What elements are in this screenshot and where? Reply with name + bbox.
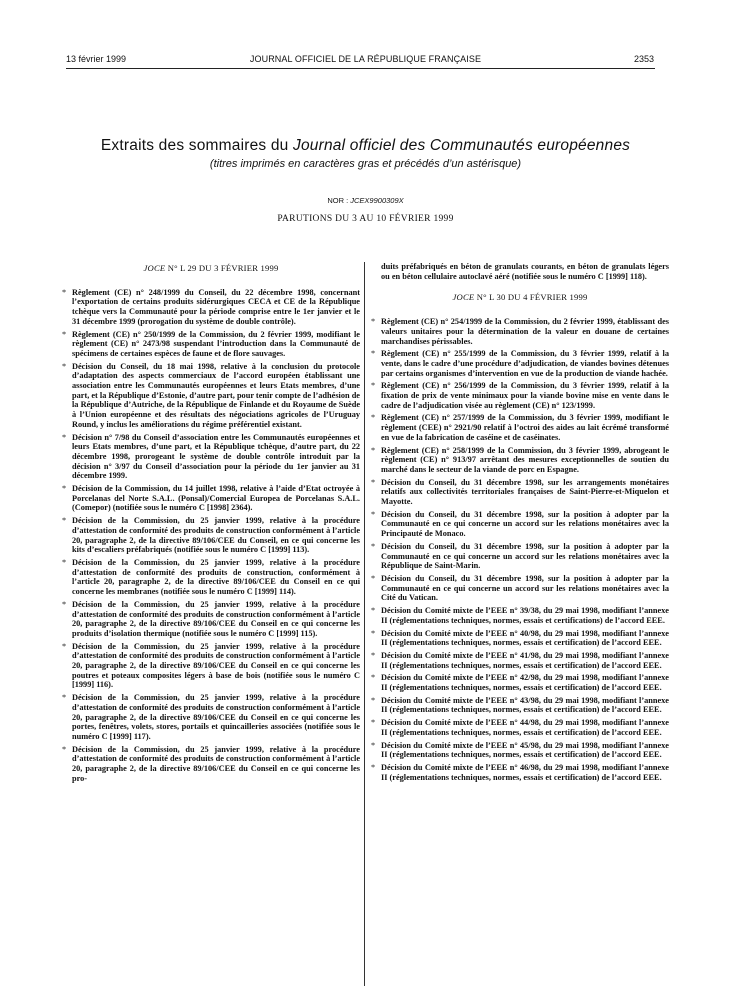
entry-text: Décision du Conseil, du 31 décembre 1998, sur les arrangements monétaires relatifs aux collectivités territoriales françaises de Saint-Pierre-et-Miquelon et Mayotte. [381,477,669,507]
summary-entry [62,600,360,639]
entry-text: Décision du Conseil, du 31 décembre 1998, sur la position à adopter par la Communauté en ce qui concerne un accord sur les relations monétaires avec la Principauté de Monaco. [381,509,669,539]
summary-entry [371,574,669,603]
asterisk-marker: * [62,329,67,339]
entry-text: Décision du Conseil, du 31 décembre 1998, sur la position à adopter par la Communauté en ce qui concerne un accord sur les relations monétaires avec la République de Saint-Marin. [381,541,669,571]
summary-entry [371,741,669,760]
entry-text: Décision du Comité mixte de l’EEE n° 39/38, du 29 mai 1998, modifiant l’annexe II (réglementations techniques, normes, essais et certifications) de l’accord EEE. [381,606,669,625]
asterisk-marker: * [62,361,67,371]
summary-entry [62,288,360,327]
page-header [0,54,731,68]
summary-entry [371,542,669,571]
entry-text: Décision du Comité mixte de l’EEE n° 46/98, du 29 mai 1998, modifiant l’annexe II (réglementations techniques, normes, essais et certification) de l’accord EEE. [381,762,669,782]
entry-text: Règlement (CE) n° 255/1999 de la Commission, du 3 février 1999, relatif à la vente, dans le cadre d’une procédure d’adjudication, de viandes bovines détenues par certains organismes d’intervention en vue de la production de viande hachée. [381,349,669,378]
asterisk-marker: * [371,718,376,728]
entry-text: Règlement (CE) n° 248/1999 du Conseil, du 22 décembre 1998, concernant l’exportation de certains produits sidérurgiques CECA et CE de la République tchèque vers la Communauté pour la période comprise entre le 1er janvier et le 31 décembre 1999 (prorogation du système de double contrôle). [72,287,360,326]
summary-entry [371,413,669,442]
summary-entry [371,651,669,670]
summary-entry [371,606,669,625]
entry-text: Règlement (CE) n° 254/1999 de la Commission, du 2 février 1999, établissant des valeurs unitaires pour la détermination de la valeur en douane de certaines marchandises périssables. [381,317,669,346]
entry-text: Décision du Comité mixte de l’EEE n° 40/98, du 29 mai 1998, modifiant l’annexe II (réglementations techniques, normes, essais et certification) de l’accord EEE. [381,628,669,648]
entry-text: Décision du Comité mixte de l’EEE n° 41/98, du 29 mai 1998, modifiant l’annexe II (réglementations techniques, normes, essais et certification) de l’accord EEE. [381,650,669,670]
asterisk-marker: * [62,432,67,442]
entry-text: Décision du Conseil, du 18 mai 1998, relative à la conclusion du protocole d’adaptation des aspects commerciaux de l’accord européen établissant une association entre les Communautés européennes et leurs Etats membres, d’une part, et la République d’Estonie, d’autre part, pour tenir compte de l’adhésion de la République d’Autriche, de la République de Finlande et du Royaume de Suède à l’Union européenne et des résultats des négociations agricoles de l’Uruguay Round, y inclus les améliorations du régime préférentiel existant. [72,361,360,429]
summary-entry [62,693,360,742]
summary-entry [371,763,669,782]
entry-text: Décision de la Commission, du 25 janvier 1999, relative à la procédure d’attestation de conformité des produits de construction conformément à l’article 20, paragraphe 2, de la directive 89/106/CEE du Conseil, en ce qui concerne les kits d’escaliers préfabriqués (notifiée sous le numéro C [1999] 113). [72,516,360,555]
asterisk-marker: * [371,740,376,750]
summary-entry [62,330,360,359]
asterisk-marker: * [371,413,376,423]
summary-entry [62,484,360,513]
nor-label: NOR : [327,196,351,205]
entry-text: Règlement (CE) n° 258/1999 de la Commission, du 3 février 1999, abrogeant le règlement (CE) n° 913/97 arrêtant des mesures exceptionnelles de soutien du marché dans le secteur de la viande de porc en Espagne. [381,445,669,474]
entry-text: Règlement (CE) n° 257/1999 de la Commission, du 3 février 1999, modifiant le règlement (CEE) n° 2921/90 relatif à l’octroi des aides au lait écrémé transformé en vue de la fabrication de caséine et de caséinates. [381,413,669,442]
summary-entry [62,516,360,555]
asterisk-marker: * [371,381,376,391]
entry-text: Décision de la Commission, du 14 juillet 1998, relative à l’aide d’Etat octroyée à Porcelanas del Norte S.A.L. (Ponsal)/Comercial Europea de Porcelanas S.A.L. (Comepor) (notifiée sous le numéro C [1998] 2364). [72,484,360,513]
entry-text: Règlement (CE) n° 256/1999 de la Commission, du 3 février 1999, relatif à la fixation de prix de vente minimaux pour la viande bovine mise en vente dans le cadre de l’adjudication visée au règlement (CE) n° 123/1999. [381,381,669,410]
asterisk-marker: * [371,349,376,359]
entry-text: Décision n° 7/98 du Conseil d’association entre les Communautés européennes et leurs Etats membres, d’une part, et la République tchèque, d’autre part, du 22 décembre 1998, prorogeant le système de double contrôle introduit par la décision n° 3/97 du Conseil d’association pour la période du 1er janvier au 31 décembre 1999. [72,432,360,481]
summary-entry [62,362,360,430]
header-date: 13 février 1999 [66,54,127,64]
summary-entry [371,349,669,378]
summary-entry [62,558,360,597]
right-column [371,262,669,987]
asterisk-marker: * [371,509,376,519]
summary-entry [371,446,669,475]
asterisk-marker: * [371,477,376,487]
entry-text: Règlement (CE) n° 250/1999 de la Commission, du 2 février 1999, modifiant le règlement (CE) n° 2473/98 suspendant l’introduction dans la Communauté de spécimens de certaines espèces de faune et de flore sauvages. [72,329,360,358]
asterisk-marker: * [371,541,376,551]
nor-reference [0,196,731,205]
header-page-number: 2353 [633,54,654,64]
asterisk-marker: * [371,445,376,455]
summary-entry [371,718,669,737]
asterisk-marker: * [371,573,376,583]
summary-entry [371,629,669,648]
asterisk-marker: * [62,599,67,609]
summary-entry [62,433,360,482]
joce-issue: N° L 29 DU 3 FÉVRIER 1999 [165,263,279,273]
summary-entry [371,510,669,539]
asterisk-marker: * [371,628,376,638]
summary-entry [62,642,360,691]
joce-heading-right [371,293,669,303]
asterisk-marker: * [371,695,376,705]
asterisk-marker: * [371,650,376,660]
header-journal-title: JOURNAL OFFICIEL DE LA RÉPUBLIQUE FRANÇAISE [249,54,482,64]
left-entries [62,288,360,784]
continued-entry-text: duits préfabriqués en béton de granulats courants, en béton de granulats légers ou en béton cellulaire autoclavé aéré (notifiée sous le numéro C [1999] 118). [381,262,669,281]
summary-entry [371,381,669,410]
entry-text: Décision du Comité mixte de l’EEE n° 43/98, du 29 mai 1998, modifiant l’annexe II (réglementations techniques, normes, essais et certification) de l’accord EEE. [381,695,669,715]
asterisk-marker: * [371,606,376,616]
title-journal-name: Journal officiel des Communautés européennes [293,137,631,154]
entry-text: Décision de la Commission, du 25 janvier 1999, relative à la procédure d’attestation de conformité des produits de construction conformément à l’article 20, paragraphe 2, de la directive 89/106/CEE du Conseil en ce qui concerne les poutres et poteaux composites légers à base de bois (notifiée sous le numéro C [1999] 116). [72,641,360,690]
entry-text: Décision du Conseil, du 31 décembre 1998, sur la position à adopter par la Communauté en ce qui concerne un accord sur les relations monétaires avec la Cité du Vatican. [381,573,669,603]
entry-text: Décision de la Commission, du 25 janvier 1999, relative à la procédure d’attestation de conformité des produits de construction conformément à l’article 20, paragraphe 2, de la directive 89/106/CEE du Conseil en ce qui concerne les portes, fenêtres, volets, stores, portails et quincailleries associées (notifiée sous le numéro C [1999] 117). [72,693,360,741]
nor-code: JCEX9900309X [350,196,404,205]
entry-text: Décision du Comité mixte de l’EEE n° 44/98, du 29 mai 1998, modifiant l’annexe II (réglementations techniques, normes, essais et certification) de l’accord EEE. [381,718,669,737]
document-subtitle: (titres imprimés en caractères gras et précédés d’un astérisque) [209,158,522,170]
header-rule [66,68,655,69]
entry-text: Décision de la Commission, du 25 janvier 1999, relative à la procédure d’attestation de conformité des produits de construction, conformément à l’article 20, paragraphe 2, de la directive 89/106/CEE du Conseil en ce qui concerne les membranes (notifiée sous le numéro C [1999] 114). [72,557,360,597]
asterisk-marker: * [62,557,67,567]
entry-text: Décision de la Commission, du 25 janvier 1999, relative à la procédure d’attestation de conformité des produits de construction conformément à l’article 20, paragraphe 2, de la directive 89/106/CEE du Conseil en ce qui concerne les produits d’isolation thermique (notifiée sous le numéro C [1999] 115). [72,599,360,638]
title-part1: Extraits des sommaires du [100,137,294,154]
left-column [62,262,360,987]
right-entries [371,317,669,782]
parutions-heading: PARUTIONS DU 3 AU 10 FÉVRIER 1999 [277,214,454,224]
entry-text: Décision de la Commission, du 25 janvier 1999, relative à la procédure d’attestation de conformité des produits de construction conformément à l’article 20, paragraphe 2, de la directive 89/106/CEE du Conseil en ce qui concerne les pro- [72,744,360,783]
joce-prefix: JOCE [143,263,166,273]
asterisk-marker: * [371,762,376,772]
joce-issue: N° L 30 DU 4 FÉVRIER 1999 [474,292,588,303]
summary-entry [371,478,669,507]
asterisk-marker: * [371,317,376,327]
joce-prefix: JOCE [452,292,475,303]
document-title [0,137,731,155]
summary-entry [371,696,669,715]
asterisk-marker: * [62,744,67,754]
summary-entry [371,673,669,692]
asterisk-marker: * [62,641,67,651]
asterisk-marker: * [371,673,376,683]
asterisk-marker: * [62,484,67,494]
summary-entry [62,745,360,784]
joce-heading-left [62,264,360,274]
entry-text: Décision du Comité mixte de l’EEE n° 45/98, du 29 mai 1998, modifiant l’annexe II (réglementations techniques, normes, essais et certification) de l’accord EEE. [381,740,669,760]
column-divider [364,262,365,986]
asterisk-marker: * [62,516,67,526]
entry-text: Décision du Comité mixte de l’EEE n° 42/98, du 29 mai 1998, modifiant l’annexe II (réglementations techniques, normes, essais et certification) de l’accord EEE. [381,673,669,693]
summary-entry [371,317,669,346]
asterisk-marker: * [62,287,67,297]
asterisk-marker: * [62,693,67,703]
